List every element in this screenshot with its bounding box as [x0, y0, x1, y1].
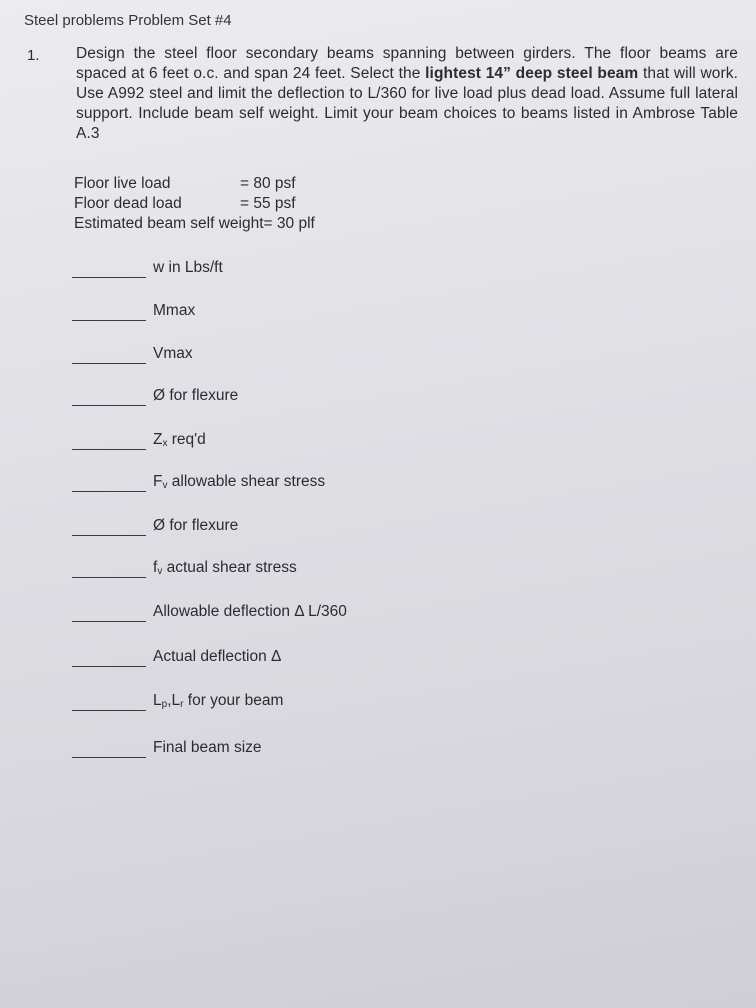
answer-label: Actual deflection Δ — [153, 648, 282, 665]
subscript-x: x — [162, 438, 168, 449]
answer-blank-line[interactable] — [72, 666, 146, 667]
given-label: Estimated beam self weight — [74, 215, 264, 232]
answer-blank-line[interactable] — [72, 363, 146, 364]
answer-row-zx — [72, 431, 472, 455]
answer-label — [153, 692, 283, 710]
page-header: Steel problems Problem Set #4 — [24, 12, 232, 29]
answer-blank-line[interactable] — [72, 491, 146, 492]
subscript-v: v — [157, 566, 163, 577]
given-loads — [74, 174, 315, 234]
answer-row-phi-flexure-1 — [72, 387, 472, 411]
answer-label: Vmax — [153, 345, 193, 362]
answer-label: w in Lbs/ft — [153, 259, 223, 276]
answer-blank-line[interactable] — [72, 757, 146, 758]
answer-row-fv-actual — [72, 559, 472, 583]
subscript-r: r — [180, 699, 184, 710]
answer-blank-line[interactable] — [72, 277, 146, 278]
answer-blank-line[interactable] — [72, 621, 146, 622]
label-rest: for your beam — [183, 692, 284, 709]
answer-blank-line[interactable] — [72, 535, 146, 536]
answer-row-allowable-deflection — [72, 603, 472, 627]
answer-label: Ø for flexure — [153, 517, 239, 534]
symbol-l-second: ,L — [167, 692, 181, 709]
answer-row-actual-deflection — [72, 648, 472, 672]
given-label: Floor live load — [74, 175, 171, 192]
answer-blank-line[interactable] — [72, 405, 146, 406]
symbol-f-lower: f — [153, 559, 158, 576]
given-value: = 55 psf — [240, 195, 296, 212]
question-text — [76, 44, 738, 144]
answer-row-vmax — [72, 345, 472, 369]
label-rest: actual shear stress — [162, 559, 297, 576]
answer-blank-line[interactable] — [72, 449, 146, 450]
question-text-part-2: that will work. Use A992 steel and limit the deflection to L/360 for live load plus dead load. Assume full lateral support. Include beam self weight. Limit your beam choices to beams listed in Ambrose Table A.3 — [76, 65, 738, 142]
answer-row-phi-flexure-2 — [72, 517, 472, 541]
given-row-live-load — [74, 174, 315, 194]
symbol-f: F — [153, 473, 163, 490]
subscript-v: v — [162, 480, 168, 491]
answer-row-fv-allowable — [72, 473, 472, 497]
answer-label: Ø for flexure — [153, 387, 239, 404]
answer-blank-line[interactable] — [72, 320, 146, 321]
label-rest: allowable shear stress — [167, 473, 326, 490]
answer-label — [153, 431, 206, 449]
label-rest: req'd — [167, 431, 206, 448]
symbol-z: Z — [153, 431, 163, 448]
answer-label — [153, 473, 325, 491]
answer-blank-line[interactable] — [72, 710, 146, 711]
symbol-l: L — [153, 692, 162, 709]
answer-label: Mmax — [153, 302, 196, 319]
answer-row-mmax — [72, 302, 472, 326]
answer-row-lp-lr — [72, 692, 472, 716]
subscript-p: p — [161, 699, 168, 710]
given-value: = 80 psf — [240, 175, 296, 192]
answer-blank-line[interactable] — [72, 577, 146, 578]
question-number: 1. — [27, 47, 40, 64]
answer-label — [153, 559, 297, 577]
answer-row-w — [72, 259, 472, 283]
question-text-bold: lightest 14” deep steel beam — [425, 65, 639, 82]
given-row-dead-load — [74, 194, 315, 214]
given-value: = 30 plf — [263, 215, 315, 232]
given-row-self-weight — [74, 214, 315, 234]
given-label: Floor dead load — [74, 195, 182, 212]
answer-label: Allowable deflection Δ L/360 — [153, 603, 347, 620]
question-text-part-1: Design the steel floor secondary beams spanning between girders. The floor beams are spaced at 6 feet o.c. and span 24 feet. Select the — [76, 45, 738, 82]
answer-label: Final beam size — [153, 739, 262, 756]
answer-row-final-beam — [72, 739, 472, 763]
